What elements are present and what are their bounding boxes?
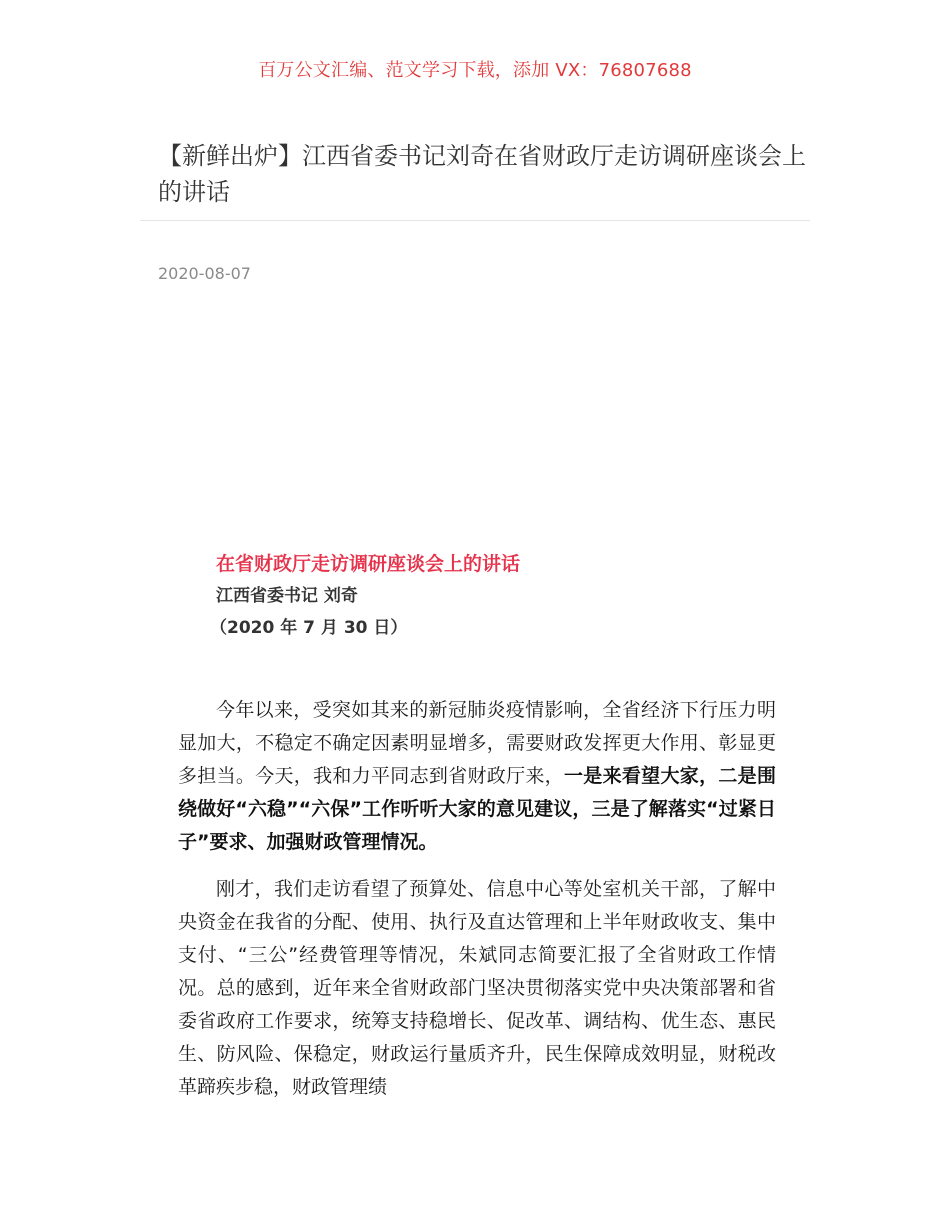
paragraph-1-intro: 今年以来，受突如其来的新冠肺炎疫情影响，全省经济下行压力明显加大，不稳定不确定因素明显增多，需要财政发挥更大作用、彰显更多担当。今天，我和力平同志到省财政厅来， xyxy=(178,699,776,787)
article-body xyxy=(178,694,776,1118)
paragraph-1 xyxy=(178,694,776,859)
paragraph-1-emphasis: 一是来看望大家，二是围绕做好“六稳”“六保”工作听听大家的意见建议，三是了解落实“过紧日子”要求、加强财政管理情况。 xyxy=(178,765,776,853)
paragraph-2: 刚才，我们走访看望了预算处、信息中心等处室机关干部，了解中央资金在我省的分配、使用、执行及直达管理和上半年财政收支、集中支付、“三公”经费管理等情况，朱斌同志简要汇报了全省财政工作情况。总的感到，近年来全省财政部门坚决贯彻落实党中央决策部署和省委省政府工作要求，统筹支持稳增长、促改革、调结构、优生态、惠民生、防风险、保稳定，财政运行量质齐升，民生保障成效明显，财税改革蹄疾步稳，财政管理绩 xyxy=(178,878,776,1098)
article-title: 【新鲜出炉】江西省委书记刘奇在省财政厅走访调研座谈会上的讲话 xyxy=(158,142,806,206)
speech-header xyxy=(210,548,776,644)
title-divider xyxy=(140,220,810,221)
promo-banner: 百万公文汇编、范文学习下载，添加 VX：76807688 xyxy=(258,60,692,81)
speech-title: 在省财政厅走访调研座谈会上的讲话 xyxy=(216,553,521,575)
speech-speaker: 江西省委书记 刘奇 xyxy=(216,586,358,606)
speech-date: （2020 年 7 月 30 日） xyxy=(210,618,408,638)
publish-date: 2020-08-07 xyxy=(158,264,251,283)
